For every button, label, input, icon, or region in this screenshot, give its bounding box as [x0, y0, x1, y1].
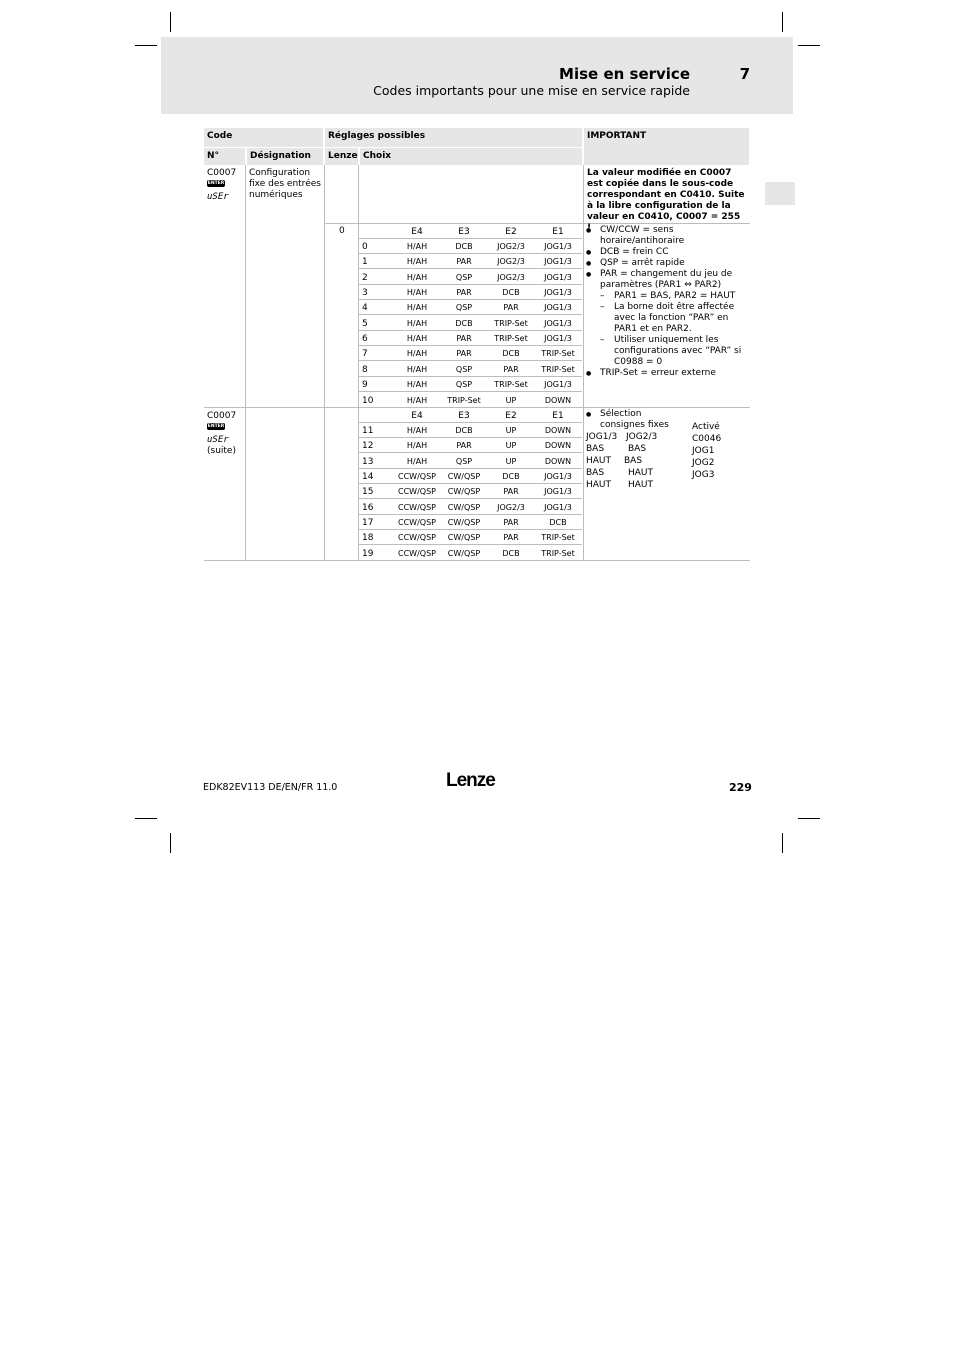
crop-mark [135, 818, 157, 819]
row-number: 0 [362, 242, 368, 252]
col-e3: E3 [458, 227, 470, 237]
cell-e2: PAR [503, 364, 519, 374]
selection-cell: C0046 [692, 434, 722, 444]
table-row [359, 438, 582, 453]
row-number: 13 [362, 456, 374, 467]
col-e1: E1 [552, 227, 564, 237]
code-number: C0007 [207, 168, 237, 178]
lenze-default: 0 [339, 226, 345, 236]
table-row [359, 423, 582, 438]
table-row [359, 285, 582, 300]
jog13-header: JOG1/3 [586, 432, 618, 442]
cell-e3: QSP [455, 380, 473, 390]
row-number: 10 [362, 395, 374, 406]
row-number: 15 [362, 487, 374, 498]
table-row [359, 377, 582, 392]
table-row [359, 484, 582, 499]
row-number: 19 [362, 548, 374, 559]
cell-e1: DOWN [544, 456, 572, 466]
grid-line [324, 165, 325, 561]
cell-e1: JOG1/3 [544, 288, 572, 298]
cell-e3: CW/QSP [447, 533, 481, 543]
cell-e1: JOG1/3 [544, 257, 572, 267]
cell-e3: DCB [455, 426, 473, 435]
selection-cell: BAS [628, 444, 647, 454]
row-number: 1 [362, 257, 368, 268]
enter-key-icon: ENTER [207, 181, 225, 186]
row-number: 2 [362, 272, 368, 283]
table-row [359, 331, 582, 346]
cell-e1: TRIP-Set [541, 349, 575, 359]
row-number: 11 [362, 426, 374, 436]
row-number: 7 [362, 349, 368, 360]
cell-e4: CCW/QSP [398, 487, 436, 497]
cell-e4: H/AH [406, 257, 428, 267]
cell-e4: H/AH [406, 303, 428, 313]
table-row [359, 393, 582, 408]
cell-e1: JOG1/3 [544, 318, 572, 328]
note-subitem: – PAR1 = BAS, PAR2 = HAUT [584, 291, 750, 302]
cell-e3: DCB [455, 242, 473, 251]
row-number: 9 [362, 380, 368, 391]
document-reference: EDK82EV113 DE/EN/FR 11.0 [203, 782, 338, 793]
cell-e2: JOG2/3 [497, 257, 525, 267]
selection-cell: HAUT [628, 480, 654, 490]
table-row [359, 254, 582, 269]
table-row [359, 500, 582, 515]
code-cell [204, 166, 245, 216]
code-cell [204, 409, 245, 469]
column-header-row [359, 408, 582, 423]
row-number: 17 [362, 518, 374, 529]
cell-e1: JOG1/3 [544, 334, 572, 344]
display-code: uSEr [207, 192, 229, 202]
crop-mark [135, 45, 157, 46]
cell-e2: UP [505, 395, 517, 405]
cell-e3: PAR [456, 349, 472, 359]
page-number: 229 [729, 781, 752, 794]
chapter-number: 7 [739, 65, 750, 83]
notes-list [584, 225, 750, 405]
row-number: 8 [362, 364, 368, 375]
note-item: ● DCB = frein CC [584, 247, 750, 258]
grid-line [245, 165, 246, 561]
designation-cell: Configuration fixe des entrées numériques [249, 168, 321, 200]
row-number: 16 [362, 502, 374, 513]
cell-e3: PAR [456, 288, 472, 298]
table-row [359, 346, 582, 361]
cell-e1: DOWN [544, 441, 572, 451]
selection-cell: BAS [586, 444, 605, 454]
cell-e1: TRIP-Set [541, 548, 575, 558]
note-item: ● PAR = changement du jeu de paramètres (PAR1 ⇔ PAR2) [584, 269, 750, 291]
cell-e4: H/AH [406, 272, 428, 282]
header-designation: Désignation [247, 148, 323, 165]
section-title: Codes importants pour une mise en service rapide [373, 83, 690, 98]
cell-e1: DOWN [544, 426, 572, 435]
header-no: N° [204, 148, 245, 165]
header-settings: Réglages possibles [325, 128, 582, 147]
note-item: ● TRIP-Set = erreur externe [584, 368, 750, 379]
table-row [359, 515, 582, 530]
cell-e2: PAR [503, 533, 519, 543]
cell-e2: UP [505, 426, 517, 435]
cell-e3: QSP [455, 272, 473, 282]
crop-mark [798, 45, 820, 46]
cell-e3: CW/QSP [447, 472, 481, 482]
cell-e1: JOG1/3 [544, 242, 572, 251]
header-code: Code [204, 128, 323, 147]
cell-e3: CW/QSP [447, 502, 481, 512]
col-e2: E2 [505, 227, 517, 237]
cell-e2: TRIP-Set [494, 334, 528, 344]
crop-mark [782, 12, 783, 32]
header-lenze: Lenze [325, 148, 358, 165]
note-item: ● CW/CCW = sens horaire/antihoraire [584, 225, 750, 247]
cell-e3: PAR [456, 257, 472, 267]
table-row [359, 546, 582, 561]
cell-e2: TRIP-Set [494, 318, 528, 328]
cell-e3: PAR [456, 441, 472, 451]
crop-mark [798, 818, 820, 819]
cell-e1: JOG1/3 [544, 272, 572, 282]
cell-e2: PAR [503, 487, 519, 497]
selection-cell: JOG3 [692, 470, 715, 480]
column-header-row [359, 224, 582, 239]
table-row [359, 300, 582, 315]
row-number: 6 [362, 334, 368, 345]
display-code: uSEr [207, 435, 229, 445]
crop-mark [170, 12, 171, 32]
cell-e4: CCW/QSP [398, 518, 436, 528]
cell-e2: PAR [503, 303, 519, 313]
cell-e2: DCB [502, 548, 520, 558]
row-number: 4 [362, 303, 368, 314]
cell-e3: QSP [455, 364, 473, 374]
col-e2: E2 [505, 411, 517, 421]
header-important: IMPORTANT [584, 128, 749, 165]
col-e3: E3 [458, 411, 470, 421]
cell-e2: TRIP-Set [494, 380, 528, 390]
crop-mark [170, 833, 171, 853]
selection-cell: BAS [624, 456, 643, 466]
cell-e4: H/AH [406, 441, 428, 451]
cell-e1: JOG1/3 [544, 487, 572, 497]
table-row [359, 239, 582, 254]
important-note: La valeur modifiée en C0007 est copiée dans le sous-code correspondant en C0410. Suite à la libre configuration de la valeur en C0410, C0007 = 255 ! [587, 168, 745, 233]
cell-e3: CW/QSP [447, 548, 481, 558]
selection-cell: HAUT [586, 480, 612, 490]
cell-e4: H/AH [406, 334, 428, 344]
crop-mark [782, 833, 783, 853]
table-row [359, 454, 582, 469]
cell-e2: DCB [502, 288, 520, 298]
jog23-header: JOG2/3 [626, 432, 658, 442]
table-row [359, 530, 582, 545]
cell-e1: TRIP-Set [541, 364, 575, 374]
cell-e3: QSP [455, 303, 473, 313]
lenze-logo: Lenze [446, 770, 495, 791]
cell-e4: H/AH [406, 364, 428, 374]
table-row [359, 362, 582, 377]
cell-e4: H/AH [406, 288, 428, 298]
note-subitem: – Utiliser uniquement les configurations avec “PAR” si C0988 = 0 [584, 335, 750, 368]
chapter-side-tab [765, 182, 795, 205]
cell-e2: UP [505, 456, 517, 466]
selection-cell: JOG1 [692, 446, 715, 456]
cell-e1: DOWN [544, 395, 572, 405]
cell-e1: JOG1/3 [544, 472, 572, 482]
note-item: ● Sélection consignes fixes [584, 409, 684, 431]
selection-cell: BAS [586, 468, 605, 478]
cell-e3: PAR [456, 334, 472, 344]
selection-cell: JOG2 [692, 458, 715, 468]
enter-key-icon: ENTER [207, 424, 225, 429]
chapter-title: Mise en service [559, 65, 690, 83]
cell-e3: TRIP-Set [447, 395, 481, 405]
cell-e2: UP [505, 441, 517, 451]
code-number: C0007 [207, 411, 237, 421]
cell-e2: JOG2/3 [497, 502, 525, 512]
cell-e4: H/AH [406, 380, 428, 390]
cell-e2: JOG2/3 [497, 272, 525, 282]
cell-e1: DCB [549, 518, 567, 528]
table-row [359, 270, 582, 285]
row-number: 5 [362, 318, 368, 329]
cell-e4: H/AH [406, 395, 428, 405]
cell-e1: JOG1/3 [544, 502, 572, 512]
table-row [359, 316, 582, 331]
page-header [161, 37, 793, 114]
row-number: 12 [362, 441, 374, 452]
cell-e1: JOG1/3 [544, 303, 572, 313]
cell-e2: DCB [502, 349, 520, 359]
selection-cell: HAUT [586, 456, 612, 466]
row-number: 3 [362, 288, 368, 299]
col-e4: E4 [411, 411, 423, 421]
cell-e4: CCW/QSP [398, 548, 436, 558]
continued-label: (suite) [207, 446, 236, 456]
fixed-setpoint-selection [584, 409, 750, 559]
cell-e4: H/AH [406, 318, 428, 328]
note-subitem: – La borne doit être affectée avec la fonction “PAR” en PAR1 et en PAR2. [584, 302, 750, 335]
selection-cell: HAUT [628, 468, 654, 478]
table-row [359, 469, 582, 484]
cell-e4: CCW/QSP [398, 502, 436, 512]
cell-e2: PAR [503, 518, 519, 528]
col-e4: E4 [411, 227, 423, 237]
cell-e4: H/AH [406, 456, 428, 466]
active-header: Activé [692, 422, 720, 432]
cell-e1: JOG1/3 [544, 380, 572, 390]
cell-e4: CCW/QSP [398, 533, 436, 543]
cell-e2: DCB [502, 472, 520, 482]
cell-e4: CCW/QSP [398, 472, 436, 482]
col-e1: E1 [552, 411, 564, 421]
header-choice: Choix [360, 148, 582, 165]
row-number: 18 [362, 533, 374, 544]
cell-e2: JOG2/3 [497, 242, 525, 251]
cell-e4: H/AH [406, 426, 428, 435]
cell-e3: CW/QSP [447, 487, 481, 497]
cell-e4: H/AH [406, 349, 428, 359]
cell-e3: DCB [455, 318, 473, 328]
cell-e4: H/AH [406, 242, 428, 251]
cell-e3: QSP [455, 456, 473, 466]
cell-e3: CW/QSP [447, 518, 481, 528]
note-item: ● QSP = arrêt rapide [584, 258, 750, 269]
cell-e1: TRIP-Set [541, 533, 575, 543]
row-number: 14 [362, 472, 374, 483]
